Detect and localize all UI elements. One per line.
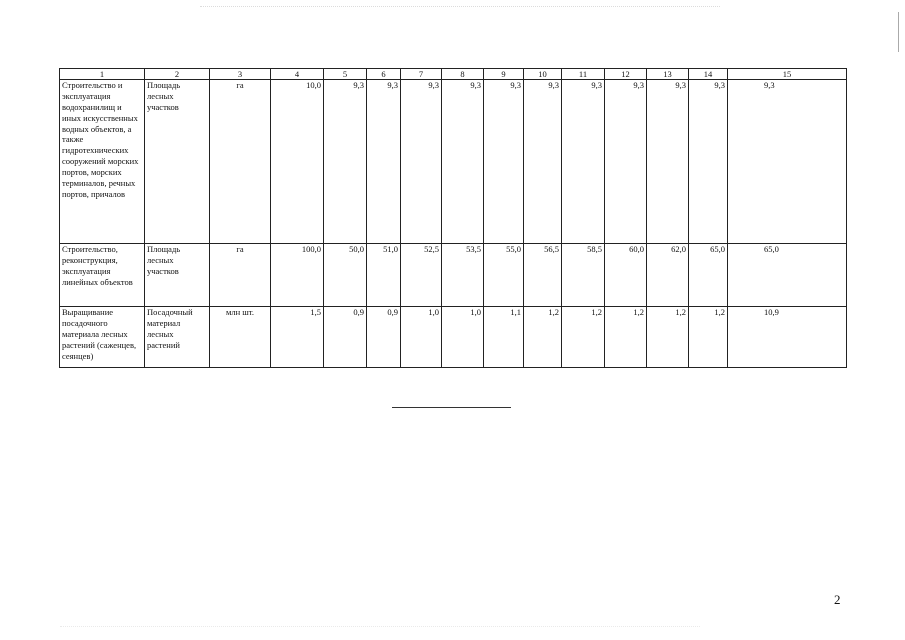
table-row xyxy=(60,80,847,244)
activity-cell: Строительство, реконструкция, эксплуатация линейных объектов xyxy=(60,244,145,307)
value-cell: 52,5 xyxy=(401,244,442,307)
value-cell: 53,5 xyxy=(442,244,484,307)
value-cell: 9,3 xyxy=(484,80,524,244)
value-cell: 100,0 xyxy=(271,244,324,307)
table-header-row xyxy=(60,69,847,80)
column-number: 3 xyxy=(210,69,271,80)
scan-edge-mark xyxy=(898,12,899,52)
value-cell: 62,0 xyxy=(647,244,689,307)
forest-use-table xyxy=(59,68,847,368)
value-cell: 0,9 xyxy=(367,307,401,368)
value-cell: 1,1 xyxy=(484,307,524,368)
activity-cell: Строительство и эксплуатация водохранилищ и иных искусственных водных объектов, а также гидротехнических сооружений морских портов, морских терминалов, речных портов, причалов xyxy=(60,80,145,244)
column-number: 8 xyxy=(442,69,484,80)
value-cell: 9,3 xyxy=(605,80,647,244)
value-cell: 56,5 xyxy=(524,244,562,307)
column-number: 13 xyxy=(647,69,689,80)
indicator-cell: Площадь лесных участков xyxy=(145,80,210,244)
column-number: 10 xyxy=(524,69,562,80)
indicator-cell: Посадочный материал лесных растений xyxy=(145,307,210,368)
value-cell: 1,2 xyxy=(647,307,689,368)
value-cell: 65,0 xyxy=(728,244,847,307)
value-cell: 9,3 xyxy=(442,80,484,244)
column-number: 5 xyxy=(324,69,367,80)
value-cell: 10,0 xyxy=(271,80,324,244)
value-cell: 1,2 xyxy=(524,307,562,368)
table-row xyxy=(60,307,847,368)
value-cell: 1,0 xyxy=(442,307,484,368)
column-number: 7 xyxy=(401,69,442,80)
value-cell: 58,5 xyxy=(562,244,605,307)
indicator-cell: Площадь лесных участков xyxy=(145,244,210,307)
column-number: 6 xyxy=(367,69,401,80)
column-number: 15 xyxy=(728,69,847,80)
column-number: 4 xyxy=(271,69,324,80)
value-cell: 0,9 xyxy=(324,307,367,368)
value-cell: 50,0 xyxy=(324,244,367,307)
value-cell: 9,3 xyxy=(524,80,562,244)
table-row xyxy=(60,244,847,307)
unit-cell: га xyxy=(210,80,271,244)
value-cell: 9,3 xyxy=(401,80,442,244)
unit-cell: га xyxy=(210,244,271,307)
value-cell: 9,3 xyxy=(324,80,367,244)
value-cell: 10,9 xyxy=(728,307,847,368)
column-number: 14 xyxy=(689,69,728,80)
column-number: 9 xyxy=(484,69,524,80)
page-number: 2 xyxy=(834,592,841,607)
value-cell: 9,3 xyxy=(728,80,847,244)
value-cell: 1,2 xyxy=(689,307,728,368)
value-cell: 9,3 xyxy=(689,80,728,244)
column-number: 11 xyxy=(562,69,605,80)
column-number: 1 xyxy=(60,69,145,80)
value-cell: 1,2 xyxy=(605,307,647,368)
value-cell: 9,3 xyxy=(562,80,605,244)
value-cell: 9,3 xyxy=(367,80,401,244)
value-cell: 65,0 xyxy=(689,244,728,307)
activity-cell: Выращивание посадочного материала лесных растений (саженцев, сеянцев) xyxy=(60,307,145,368)
scan-artifact-top xyxy=(200,6,720,13)
end-of-table-rule xyxy=(392,407,511,408)
value-cell: 1,5 xyxy=(271,307,324,368)
value-cell: 1,0 xyxy=(401,307,442,368)
unit-cell: млн шт. xyxy=(210,307,271,368)
column-number: 12 xyxy=(605,69,647,80)
column-number: 2 xyxy=(145,69,210,80)
value-cell: 60,0 xyxy=(605,244,647,307)
value-cell: 55,0 xyxy=(484,244,524,307)
value-cell: 1,2 xyxy=(562,307,605,368)
value-cell: 51,0 xyxy=(367,244,401,307)
value-cell: 9,3 xyxy=(647,80,689,244)
scan-artifact-bottom xyxy=(60,626,700,631)
